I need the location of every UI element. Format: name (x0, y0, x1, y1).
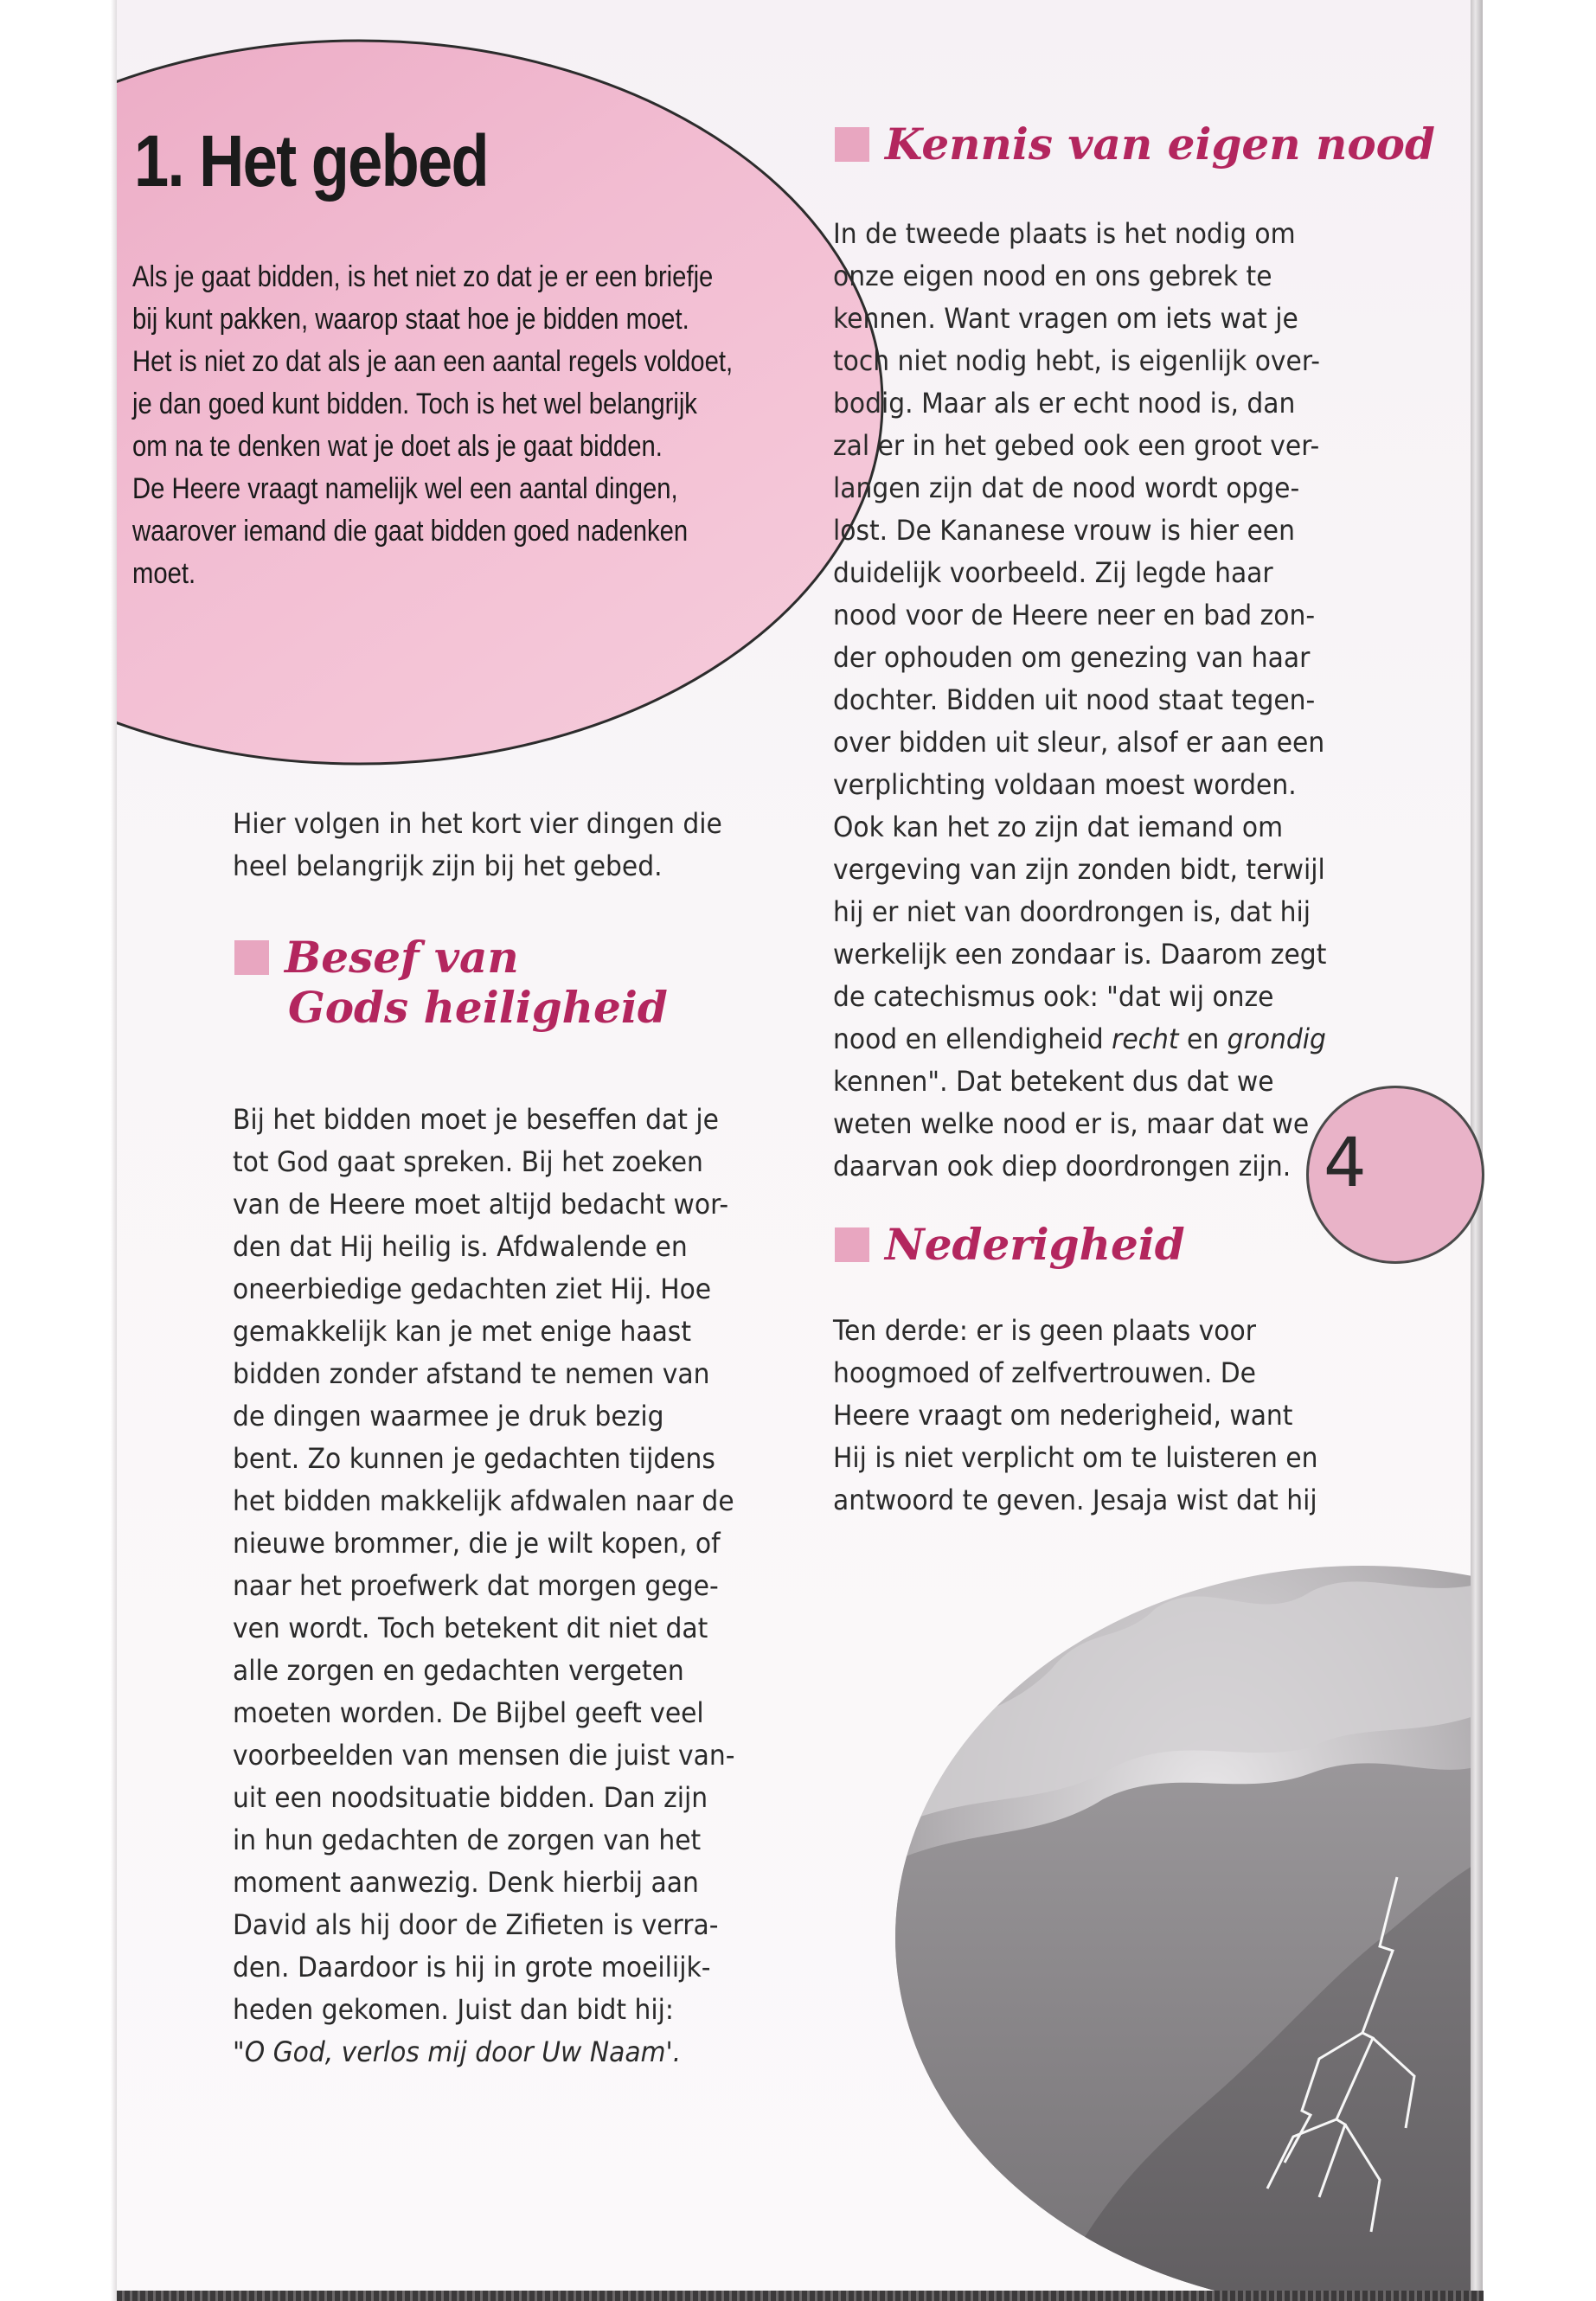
page (117, 0, 1471, 2291)
storm-lightning-illustration (117, 0, 1471, 2291)
chapter-number: 4 (1324, 1125, 1367, 1202)
paragraph-eigen-nood: In de tweede plaats is het nodig om onze eigen nood en ons gebrek te kennen. Want vragen om iets wat je toch niet nodig hebt, is eigenlijk over- bodig. Maar als er echt nood is, dan zal er in het gebed ook een groot ver- langen zijn dat de nood wordt opge- lost. De Kananese vrouw is hier een duidelijk voorbeeld. Zij legde haar nood voor de Heere neer en bad zon- der ophouden om genezing van haar dochter. Bidden uit nood staat tegen- over bidden uit sleur, alsof er aan een verplichting voldaan moest worden. Ook kan het zo zijn dat iemand om vergeving van zijn zonden bidt, terwijl hij er niet van doordrongen is, dat hij werkelijk een zondaar is. Daarom zegt de catechismus ook: "dat wij onze nood en ellendigheid recht en grondig kennen". Dat betekent dus dat we weten welke nood er is, maar dat we daarvan ook diep doordrongen zijn. (833, 217, 1327, 1183)
paragraph-nederigheid: Ten derde: er is geen plaats voor hoogmoed of zelfvertrouwen. De Heere vraagt om nederigheid, want Hij is niet verplicht om te luisteren en antwoord te geven. Jesaja wist dat hij (833, 1314, 1318, 1516)
page-edge-bottom (117, 2291, 1484, 2301)
heading-besef-van-gods-heiligheid: Besef van Gods heiligheid (234, 933, 668, 1033)
heading-nederigheid: Nederigheid (835, 1220, 1185, 1270)
quote: "O God, verlos mij door Uw Naam'. (233, 2035, 682, 2068)
intro-text: Als je gaat bidden, is het niet zo dat je er een briefje bij kunt pakken, waarop staat hoe je bidden moet. Het is niet zo dat als je aan een aantal regels voldoet, je dan goed kunt bidden. Toch is het wel belangrijk om na te denken wat je doet als je gaat bidden. De Heere vraagt namelijk wel een aantal dingen, waarover iemand die gaat bidden goed nadenken moet. (132, 260, 734, 590)
lead-paragraph: Hier volgen in het kort vier dingen die heel belangrijk zijn bij het gebed. (233, 807, 722, 882)
paragraph-gods-heiligheid: Bij het bidden moet je beseffen dat je tot God gaat spreken. Bij het zoeken van de Heere moet altijd bedacht wor- den dat Hij heilig is. Afdwalende en oneerbiedige gedachten ziet Hij. Hoe gemakkelijk kan je met enige haast bidden zonder afstand te nemen van de dingen waarmee je druk bezig bent. Zo kunnen je gedachten tijdens het bidden makkelijk afdwalen naar de nieuwe brommer, die je wilt kopen, of naar het proefwerk dat morgen gege- ven wordt. Toch betekent dit niet dat alle zorgen en gedachten vergeten moeten worden. De Bijbel geeft veel voorbeelden van mensen die juist van- uit een noodsituatie bidden. Dan zijn in hun gedachten de zorgen van het moment aanwezig. Denk hierbij aan David als hij door de Zifieten is verra- den. Daardoor is hij in grote moeilijk- heden gekomen. Juist dan bidt hij: "O God, verlos mij door Uw Naam'. (233, 1103, 735, 2068)
heading-kennis-van-eigen-nood: Kennis van eigen nood (835, 119, 1435, 170)
page-title: 1. Het gebed (134, 120, 488, 202)
